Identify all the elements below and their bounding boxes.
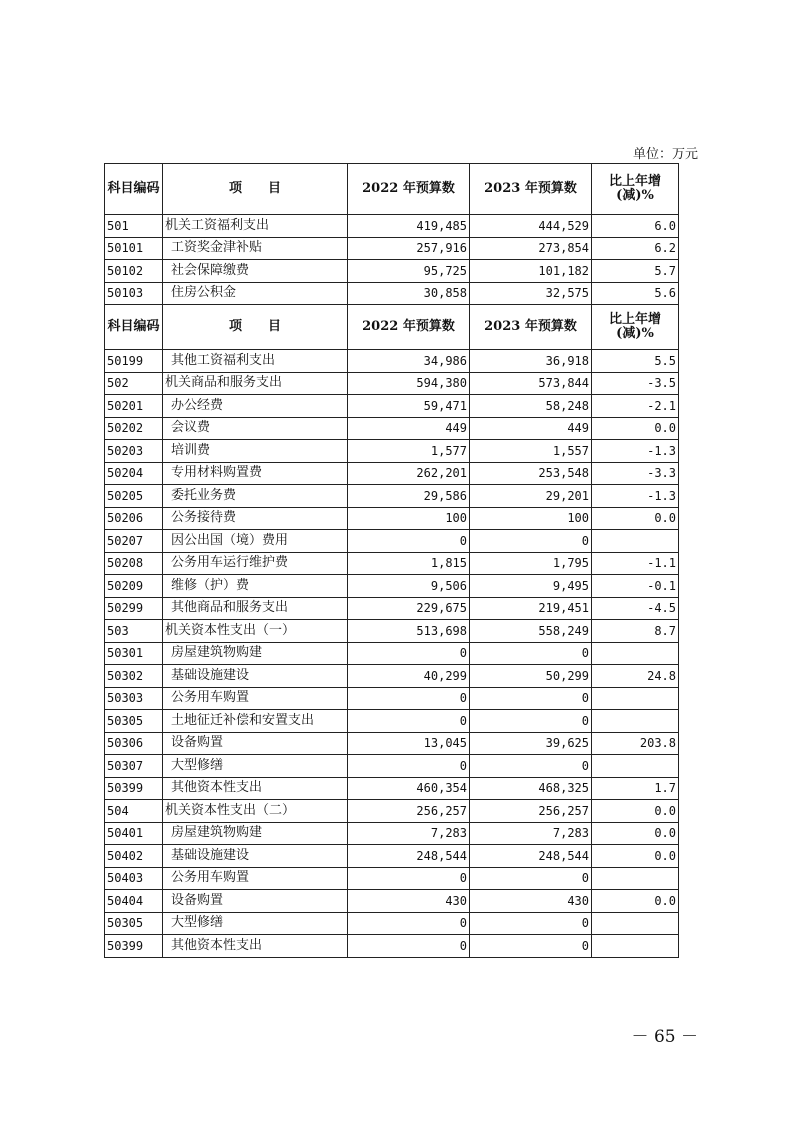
code-cell: 50206 [105,507,163,530]
change-percent-cell: 203.8 [592,732,679,755]
code-cell: 50399 [105,777,163,800]
change-percent-cell [592,867,679,890]
budget-2023-cell: 1,557 [470,440,592,463]
budget-2022-cell: 0 [348,710,470,733]
table-row [105,867,679,890]
item-name-cell: 土地征迁补偿和安置支出 [163,710,348,733]
code-cell: 50199 [105,350,163,373]
code-cell: 50102 [105,260,163,283]
budget-2023-cell: 1,795 [470,552,592,575]
item-name-cell: 房屋建筑物购建 [163,822,348,845]
item-name-cell: 办公经费 [163,395,348,418]
code-cell: 50402 [105,845,163,868]
item-name-cell: 设备购置 [163,890,348,913]
budget-2023-cell: 449 [470,417,592,440]
table-row [105,890,679,913]
budget-2023-cell: 253,548 [470,462,592,485]
change-percent-cell: 8.7 [592,620,679,643]
table-row [105,822,679,845]
budget-2023-cell: 219,451 [470,597,592,620]
code-cell: 502 [105,372,163,395]
budget-2023-cell: 444,529 [470,215,592,238]
table-row [105,282,679,305]
budget-2022-cell: 229,675 [348,597,470,620]
table-row [105,507,679,530]
budget-2023-cell: 32,575 [470,282,592,305]
item-name-cell: 基础设施建设 [163,665,348,688]
budget-2022-cell: 34,986 [348,350,470,373]
budget-2022-cell: 513,698 [348,620,470,643]
header-item: 项 目 [163,164,348,215]
item-name-cell: 设备购置 [163,732,348,755]
code-cell: 50303 [105,687,163,710]
budget-2023-cell: 0 [470,710,592,733]
table-row [105,395,679,418]
budget-2023-cell: 9,495 [470,575,592,598]
budget-2023-cell: 36,918 [470,350,592,373]
change-percent-cell: 1.7 [592,777,679,800]
item-name-cell: 机关工资福利支出 [163,215,348,238]
budget-2022-cell: 0 [348,935,470,958]
item-name-cell: 大型修缮 [163,912,348,935]
table-row [105,732,679,755]
item-name-cell: 公务接待费 [163,507,348,530]
budget-2022-cell: 248,544 [348,845,470,868]
budget-2023-cell: 273,854 [470,237,592,260]
table-row [105,597,679,620]
table-row [105,620,679,643]
code-cell: 501 [105,215,163,238]
change-percent-cell: -1.3 [592,440,679,463]
item-name-cell: 其他资本性支出 [163,935,348,958]
code-cell: 50399 [105,935,163,958]
budget-2022-cell: 40,299 [348,665,470,688]
budget-2023-cell: 0 [470,530,592,553]
code-cell: 50203 [105,440,163,463]
table-row [105,462,679,485]
change-percent-cell: 0.0 [592,890,679,913]
change-percent-cell: 0.0 [592,417,679,440]
budget-2022-cell: 460,354 [348,777,470,800]
change-percent-cell: 5.6 [592,282,679,305]
budget-2023-cell: 256,257 [470,800,592,823]
item-name-cell: 委托业务费 [163,485,348,508]
budget-2023-cell: 58,248 [470,395,592,418]
budget-2022-cell: 256,257 [348,800,470,823]
budget-2023-cell: 248,544 [470,845,592,868]
budget-2022-cell: 0 [348,642,470,665]
header-2023: 2023 年预算数 [470,164,592,215]
header-change: 比上年增(减)% [592,305,679,350]
budget-2023-cell: 100 [470,507,592,530]
budget-table [104,163,679,958]
change-percent-cell: 5.7 [592,260,679,283]
table-row [105,530,679,553]
header-item: 项 目 [163,305,348,350]
code-cell: 50403 [105,867,163,890]
table-row [105,642,679,665]
table-row [105,215,679,238]
budget-2023-cell: 0 [470,642,592,665]
budget-2022-cell: 0 [348,867,470,890]
budget-2022-cell: 0 [348,912,470,935]
budget-2023-cell: 573,844 [470,372,592,395]
code-cell: 50306 [105,732,163,755]
budget-2023-cell: 468,325 [470,777,592,800]
code-cell: 50204 [105,462,163,485]
item-name-cell: 公务用车购置 [163,687,348,710]
change-percent-cell: 0.0 [592,845,679,868]
table-row [105,237,679,260]
item-name-cell: 工资奖金津补贴 [163,237,348,260]
item-name-cell: 公务用车购置 [163,867,348,890]
code-cell: 50299 [105,597,163,620]
table-row [105,845,679,868]
item-name-cell: 会议费 [163,417,348,440]
item-name-cell: 机关资本性支出（二） [163,800,348,823]
change-percent-cell [592,530,679,553]
table-row [105,935,679,958]
budget-2022-cell: 100 [348,507,470,530]
budget-2023-cell: 430 [470,890,592,913]
budget-2023-cell: 0 [470,687,592,710]
item-name-cell: 社会保障缴费 [163,260,348,283]
table-row [105,552,679,575]
budget-2022-cell: 30,858 [348,282,470,305]
budget-2023-cell: 0 [470,912,592,935]
item-name-cell: 专用材料购置费 [163,462,348,485]
budget-2022-cell: 1,577 [348,440,470,463]
item-name-cell: 住房公积金 [163,282,348,305]
table-row [105,755,679,778]
change-percent-cell: -0.1 [592,575,679,598]
change-percent-cell: -1.3 [592,485,679,508]
code-cell: 504 [105,800,163,823]
change-percent-cell: 0.0 [592,800,679,823]
budget-2023-cell: 0 [470,935,592,958]
budget-table-body [105,164,679,958]
table-row [105,777,679,800]
header-code: 科目编码 [105,305,163,350]
budget-2023-cell: 39,625 [470,732,592,755]
code-cell: 50201 [105,395,163,418]
table-row [105,687,679,710]
budget-2022-cell: 95,725 [348,260,470,283]
change-percent-cell [592,710,679,733]
code-cell: 50101 [105,237,163,260]
budget-2022-cell: 59,471 [348,395,470,418]
budget-2022-cell: 262,201 [348,462,470,485]
item-name-cell: 维修（护）费 [163,575,348,598]
item-name-cell: 公务用车运行维护费 [163,552,348,575]
change-percent-cell [592,687,679,710]
change-percent-cell: -3.3 [592,462,679,485]
code-cell: 50205 [105,485,163,508]
change-percent-cell [592,912,679,935]
budget-2022-cell: 419,485 [348,215,470,238]
code-cell: 50202 [105,417,163,440]
item-name-cell: 其他资本性支出 [163,777,348,800]
table-header-row [105,305,679,350]
change-percent-cell: -2.1 [592,395,679,418]
item-name-cell: 机关资本性支出（一） [163,620,348,643]
table-row [105,665,679,688]
change-percent-cell: 6.0 [592,215,679,238]
change-percent-cell: -3.5 [592,372,679,395]
change-percent-cell: 24.8 [592,665,679,688]
budget-2023-cell: 558,249 [470,620,592,643]
code-cell: 50401 [105,822,163,845]
table-row [105,350,679,373]
table-row [105,417,679,440]
item-name-cell: 房屋建筑物购建 [163,642,348,665]
code-cell: 50305 [105,912,163,935]
change-percent-cell: 6.2 [592,237,679,260]
change-percent-cell [592,642,679,665]
code-cell: 50302 [105,665,163,688]
budget-2022-cell: 13,045 [348,732,470,755]
table-row [105,800,679,823]
header-2023: 2023 年预算数 [470,305,592,350]
budget-2022-cell: 430 [348,890,470,913]
budget-2022-cell: 1,815 [348,552,470,575]
change-percent-cell: -4.5 [592,597,679,620]
budget-2023-cell: 50,299 [470,665,592,688]
code-cell: 50404 [105,890,163,913]
budget-2022-cell: 257,916 [348,237,470,260]
unit-label: 单位：万元 [632,147,698,162]
change-percent-cell: 0.0 [592,507,679,530]
code-cell: 50209 [105,575,163,598]
code-cell: 50305 [105,710,163,733]
table-row [105,260,679,283]
item-name-cell: 大型修缮 [163,755,348,778]
budget-2022-cell: 29,586 [348,485,470,508]
change-percent-cell [592,755,679,778]
budget-2022-cell: 0 [348,530,470,553]
header-2022: 2022 年预算数 [348,305,470,350]
budget-2022-cell: 594,380 [348,372,470,395]
item-name-cell: 机关商品和服务支出 [163,372,348,395]
budget-2023-cell: 29,201 [470,485,592,508]
table-header-row [105,164,679,215]
code-cell: 50103 [105,282,163,305]
table-row [105,372,679,395]
budget-2023-cell: 7,283 [470,822,592,845]
code-cell: 503 [105,620,163,643]
item-name-cell: 因公出国（境）费用 [163,530,348,553]
change-percent-cell: 0.0 [592,822,679,845]
code-cell: 50208 [105,552,163,575]
page-number: － 65 － [631,1027,698,1047]
code-cell: 50207 [105,530,163,553]
change-percent-cell: -1.1 [592,552,679,575]
table-row [105,912,679,935]
item-name-cell: 其他工资福利支出 [163,350,348,373]
budget-2022-cell: 0 [348,755,470,778]
table-row [105,440,679,463]
change-percent-cell [592,935,679,958]
budget-2022-cell: 0 [348,687,470,710]
code-cell: 50307 [105,755,163,778]
table-row [105,485,679,508]
budget-2023-cell: 0 [470,867,592,890]
item-name-cell: 基础设施建设 [163,845,348,868]
header-code: 科目编码 [105,164,163,215]
code-cell: 50301 [105,642,163,665]
budget-2022-cell: 7,283 [348,822,470,845]
budget-2023-cell: 0 [470,755,592,778]
budget-2022-cell: 9,506 [348,575,470,598]
budget-2022-cell: 449 [348,417,470,440]
change-percent-cell: 5.5 [592,350,679,373]
header-2022: 2022 年预算数 [348,164,470,215]
budget-2023-cell: 101,182 [470,260,592,283]
table-row [105,575,679,598]
item-name-cell: 培训费 [163,440,348,463]
table-row [105,710,679,733]
header-change: 比上年增(减)% [592,164,679,215]
item-name-cell: 其他商品和服务支出 [163,597,348,620]
